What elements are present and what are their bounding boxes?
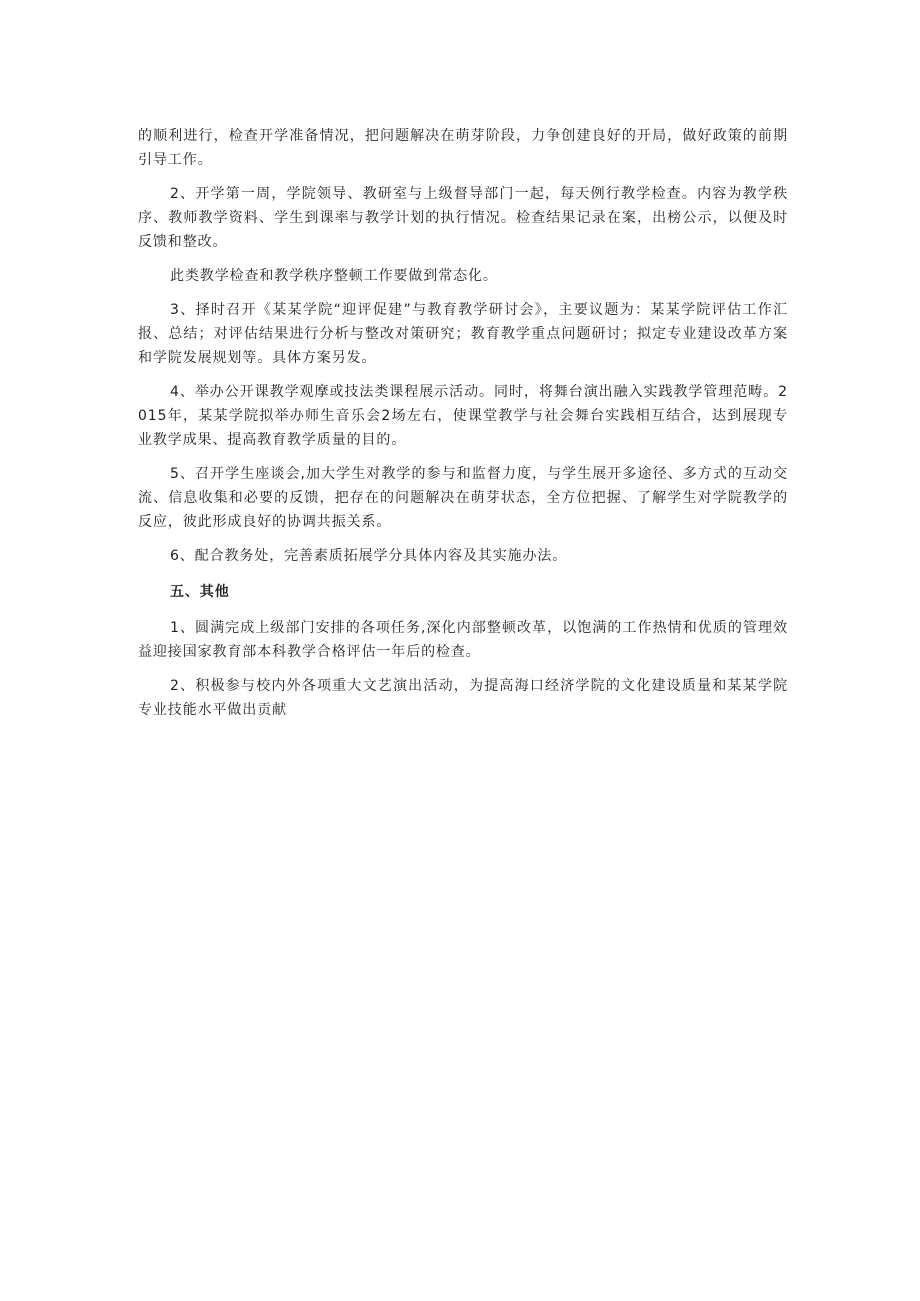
paragraph-other-item-2: 2、积极参与校内外各项重大文艺演出活动，为提高海口经济学院的文化建设质量和某某学院专业技能水平做出贡献 [138,678,788,718]
document-body [138,124,788,732]
section-heading-other: 五、其他 [170,584,230,600]
paragraph-item-5: 5、召开学生座谈会,加大学生对教学的参与和监督力度，与学生展开多途径、多方式的互动交流、信息收集和必要的反馈，把存在的问题解决在萌芽状态，全方位把握、了解学生对学院教学的反应，彼此形成良好的协调共振关系。 [138,466,788,530]
paragraph-item-4: 4、举办公开课教学观摩或技法类课程展示活动。同时，将舞台演出融入实践教学管理范畴。2015年，某某学院拟举办师生音乐会2场左右，使课堂教学与社会舞台实践相互结合，达到展现专业教学成果、提高教育教学质量的目的。 [138,384,788,448]
paragraph-other-item-1: 1、圆满完成上级部门安排的各项任务,深化内部整顿改革，以饱满的工作热情和优质的管理效益迎接国家教育部本科教学合格评估一年后的检查。 [138,620,788,660]
paragraph-routine-note: 此类教学检查和教学秩序整顿工作要做到常态化。 [170,268,498,284]
paragraph-item-6: 6、配合教务处，完善素质拓展学分具体内容及其实施办法。 [170,548,568,564]
paragraph-item-3: 3、择时召开《某某学院“迎评促建”与教育教学研讨会》，主要议题为：某某学院评估工作汇报、总结；对评估结果进行分析与整改对策研究；教育教学重点问题研讨；拟定专业建设改革方案和学院发展规划等。具体方案另发。 [138,302,788,366]
paragraph-continuation: 的顺利进行，检查开学准备情况，把问题解决在萌芽阶段，力争创建良好的开局，做好政策的前期引导工作。 [138,128,788,168]
paragraph-item-2: 2、开学第一周，学院领导、教研室与上级督导部门一起，每天例行教学检查。内容为教学秩序、教师教学资料、学生到课率与教学计划的执行情况。检查结果记录在案，出榜公示，以便及时反馈和整改。 [138,186,788,250]
